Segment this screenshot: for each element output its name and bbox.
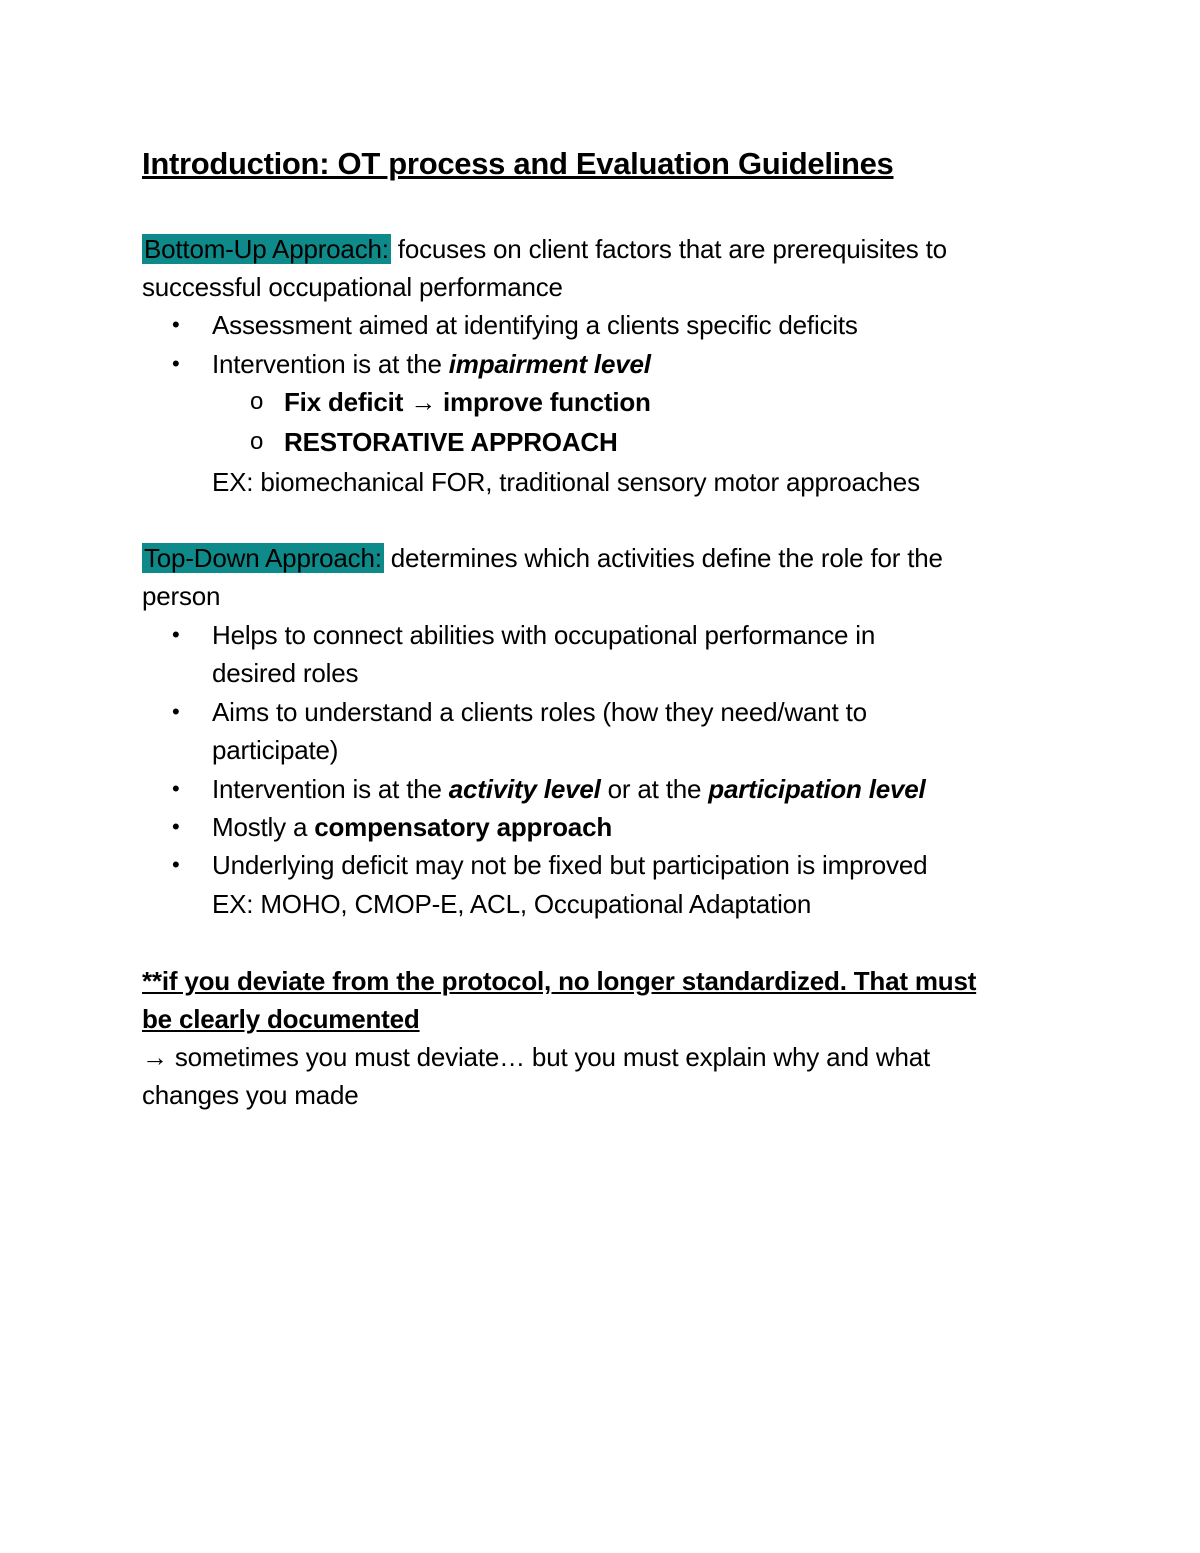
- note-line1: **if you deviate from the protocol, no longer standardized. That must: [142, 966, 977, 996]
- top-down-bullet2-line1: Aims to understand a clients roles (how they need/want to: [212, 697, 867, 727]
- note-line4: changes you made: [142, 1080, 359, 1110]
- top-down-desc2: person: [142, 581, 221, 611]
- fix-deficit-text: Fix deficit: [284, 387, 411, 417]
- top-down-bullet4: [212, 811, 612, 843]
- top-down-bullet2-line2: participate): [212, 735, 339, 765]
- note-line2: be clearly documented: [142, 1004, 420, 1034]
- note-line3: [142, 1041, 930, 1073]
- bullet-icon: •: [172, 312, 180, 337]
- top-down-bullet1-line1: Helps to connect abilities with occupational performance in: [212, 620, 876, 650]
- bottom-up-definition-line1: [142, 233, 947, 265]
- bullet-icon: •: [172, 852, 180, 877]
- top-down-example: EX: MOHO, CMOP-E, ACL, Occupational Adaptation: [212, 889, 812, 919]
- sub-bullet-icon: o: [250, 428, 264, 455]
- activity-level-emphasis: activity level: [448, 774, 601, 804]
- bottom-up-bullet2-text: Intervention is at the: [212, 349, 449, 379]
- impairment-level-emphasis: impairment level: [448, 349, 651, 379]
- top-down-desc1: determines which activities define the role for the: [383, 543, 943, 573]
- top-down-bullet5: Underlying deficit may not be fixed but participation is improved: [212, 850, 928, 880]
- top-down-bullet4-pre: Mostly a: [212, 812, 315, 842]
- note-line3-text: sometimes you must deviate… but you must explain why and what: [167, 1042, 931, 1072]
- improve-function-text: improve function: [436, 387, 651, 417]
- arrow-right-icon: →: [142, 1042, 168, 1072]
- top-down-label: Top-Down Approach:: [144, 543, 382, 573]
- participation-level-emphasis: participation level: [708, 774, 926, 804]
- top-down-bullet3-mid: or at the: [600, 774, 709, 804]
- bullet-icon: •: [172, 776, 180, 801]
- bottom-up-example: EX: biomechanical FOR, traditional sensory motor approaches: [212, 467, 920, 497]
- bottom-up-desc2: successful occupational performance: [142, 272, 563, 302]
- bullet-icon: •: [172, 351, 180, 376]
- bottom-up-bullet1: Assessment aimed at identifying a clients specific deficits: [212, 310, 858, 340]
- arrow-right-icon: →: [410, 387, 436, 417]
- bullet-icon: •: [172, 814, 180, 839]
- page-title: Introduction: OT process and Evaluation Guidelines: [142, 146, 894, 181]
- top-down-definition-line1: [142, 542, 943, 574]
- bullet-icon: •: [172, 622, 180, 647]
- bottom-up-bullet2: [212, 348, 651, 380]
- bottom-up-sub2: RESTORATIVE APPROACH: [284, 427, 618, 457]
- sub-bullet-icon: o: [250, 388, 264, 415]
- bottom-up-label: Bottom-Up Approach:: [144, 234, 389, 264]
- bottom-up-desc1: focuses on client factors that are prerequisites to: [390, 234, 947, 264]
- top-down-bullet1-line2: desired roles: [212, 658, 359, 688]
- bullet-icon: •: [172, 699, 180, 724]
- top-down-bullet3-pre: Intervention is at the: [212, 774, 449, 804]
- top-down-bullet3: [212, 773, 926, 805]
- bottom-up-sub1: [284, 386, 651, 418]
- compensatory-approach-emphasis: compensatory approach: [314, 812, 613, 842]
